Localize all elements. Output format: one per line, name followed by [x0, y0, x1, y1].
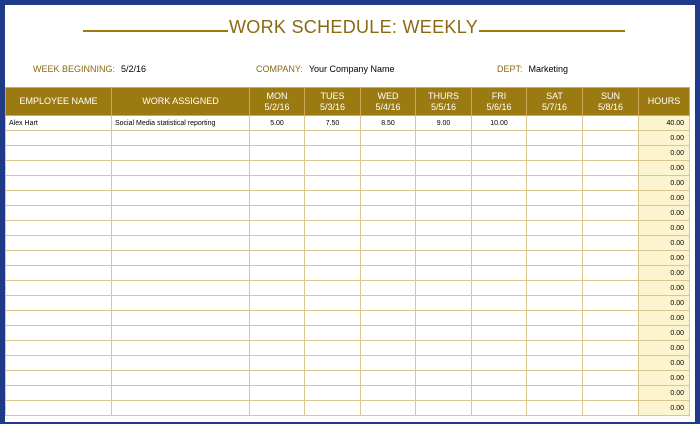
total-hours-cell[interactable]: 0.00 — [639, 176, 690, 191]
schedule-table — [5, 87, 690, 416]
day-hours-cell[interactable] — [583, 281, 639, 296]
employee-name-cell[interactable] — [6, 266, 112, 281]
day-hours-cell[interactable] — [361, 191, 416, 206]
day-hours-cell[interactable] — [527, 236, 583, 251]
table-row — [6, 371, 690, 386]
employee-name-cell[interactable] — [6, 356, 112, 371]
dept-field — [497, 64, 568, 74]
day-hours-cell[interactable] — [250, 251, 305, 266]
day-hours-cell[interactable] — [305, 206, 361, 221]
day-hours-cell[interactable] — [472, 146, 527, 161]
day-date: 5/8/16 — [597, 101, 624, 112]
day-hours-cell[interactable] — [250, 371, 305, 386]
day-hours-cell[interactable] — [250, 191, 305, 206]
total-hours-cell[interactable]: 0.00 — [639, 221, 690, 236]
day-hours-cell[interactable] — [250, 311, 305, 326]
employee-name-cell[interactable] — [6, 311, 112, 326]
day-hours-cell[interactable] — [250, 221, 305, 236]
day-hours-cell[interactable] — [472, 341, 527, 356]
day-hours-cell[interactable] — [472, 371, 527, 386]
total-hours-cell[interactable]: 0.00 — [639, 326, 690, 341]
day-hours-cell[interactable] — [472, 176, 527, 191]
day-hours-cell[interactable] — [472, 296, 527, 311]
work-assigned-cell[interactable] — [112, 311, 250, 326]
day-hours-cell[interactable] — [361, 311, 416, 326]
total-hours-cell[interactable]: 0.00 — [639, 131, 690, 146]
day-hours-cell[interactable] — [305, 161, 361, 176]
employee-name-cell[interactable] — [6, 401, 112, 416]
day-hours-cell[interactable] — [527, 176, 583, 191]
day-hours-cell[interactable] — [361, 401, 416, 416]
day-hours-cell[interactable] — [250, 146, 305, 161]
day-hours-cell[interactable] — [583, 116, 639, 131]
day-hours-cell[interactable] — [583, 341, 639, 356]
table-row — [6, 341, 690, 356]
work-assigned-cell[interactable] — [112, 371, 250, 386]
total-hours-cell[interactable]: 0.00 — [639, 386, 690, 401]
day-hours-cell[interactable] — [527, 296, 583, 311]
day-hours-cell[interactable] — [361, 266, 416, 281]
day-hours-cell[interactable] — [472, 326, 527, 341]
table-row — [6, 386, 690, 401]
total-hours-cell[interactable]: 0.00 — [639, 311, 690, 326]
title-rule-right — [479, 30, 625, 32]
day-hours-cell[interactable] — [527, 116, 583, 131]
day-hours-cell[interactable] — [527, 371, 583, 386]
total-hours-cell[interactable]: 0.00 — [639, 206, 690, 221]
day-hours-cell[interactable] — [305, 131, 361, 146]
employee-name-cell[interactable] — [6, 251, 112, 266]
day-hours-cell[interactable]: 9.00 — [416, 116, 472, 131]
work-assigned-header: WORK ASSIGNED — [112, 88, 250, 116]
day-hours-cell[interactable] — [305, 311, 361, 326]
day-hours-cell[interactable] — [250, 266, 305, 281]
day-hours-cell[interactable] — [416, 311, 472, 326]
day-hours-cell[interactable] — [527, 311, 583, 326]
day-hours-cell[interactable] — [583, 161, 639, 176]
day-hours-cell[interactable] — [250, 356, 305, 371]
employee-name-cell[interactable] — [6, 341, 112, 356]
day-hours-cell[interactable] — [472, 161, 527, 176]
company-field — [256, 64, 395, 74]
day-hours-cell[interactable] — [416, 176, 472, 191]
day-hours-cell[interactable] — [361, 206, 416, 221]
day-hours-cell[interactable]: 8.50 — [361, 116, 416, 131]
day-hours-cell[interactable] — [305, 266, 361, 281]
day-hours-cell[interactable] — [583, 221, 639, 236]
table-row — [6, 236, 690, 251]
day-hours-cell[interactable] — [583, 296, 639, 311]
week-beginning-value[interactable]: 5/2/16 — [121, 64, 147, 74]
day-hours-cell[interactable] — [472, 251, 527, 266]
day-hours-cell[interactable] — [416, 356, 472, 371]
day-hours-cell[interactable] — [416, 221, 472, 236]
employee-name-cell[interactable] — [6, 221, 112, 236]
day-hours-cell[interactable] — [527, 251, 583, 266]
day-hours-cell[interactable] — [416, 326, 472, 341]
day-hours-cell[interactable] — [416, 206, 472, 221]
day-hours-cell[interactable] — [416, 296, 472, 311]
day-hours-cell[interactable] — [527, 206, 583, 221]
work-assigned-cell[interactable] — [112, 401, 250, 416]
day-hours-cell[interactable] — [250, 386, 305, 401]
day-hours-cell[interactable] — [416, 341, 472, 356]
day-hours-cell[interactable] — [472, 281, 527, 296]
day-hours-cell[interactable] — [416, 401, 472, 416]
table-row — [6, 116, 690, 131]
day-hours-cell[interactable] — [305, 296, 361, 311]
day-hours-cell[interactable] — [472, 131, 527, 146]
day-hours-cell[interactable] — [361, 386, 416, 401]
header-row — [6, 88, 690, 116]
work-assigned-cell[interactable] — [112, 221, 250, 236]
employee-name-header: EMPLOYEE NAME — [6, 88, 112, 116]
table-row — [6, 176, 690, 191]
day-hours-cell[interactable] — [361, 356, 416, 371]
day-header-mon — [250, 88, 305, 116]
day-hours-cell[interactable] — [416, 236, 472, 251]
employee-name-cell[interactable] — [6, 371, 112, 386]
employee-name-cell[interactable] — [6, 326, 112, 341]
table-row — [6, 221, 690, 236]
title-rule-left — [83, 30, 228, 32]
dept-value[interactable]: Marketing — [528, 64, 569, 74]
day-hours-cell[interactable] — [527, 266, 583, 281]
day-hours-cell[interactable] — [527, 401, 583, 416]
employee-name-cell[interactable] — [6, 176, 112, 191]
total-hours-cell[interactable]: 0.00 — [639, 191, 690, 206]
day-hours-cell[interactable] — [361, 146, 416, 161]
table-row — [6, 206, 690, 221]
day-hours-cell[interactable] — [472, 221, 527, 236]
day-hours-cell[interactable] — [583, 176, 639, 191]
day-hours-cell[interactable] — [305, 401, 361, 416]
table-row — [6, 311, 690, 326]
total-hours-cell[interactable]: 0.00 — [639, 281, 690, 296]
employee-name-cell[interactable] — [6, 191, 112, 206]
total-hours-cell[interactable]: 40.00 — [639, 116, 690, 131]
day-hours-cell[interactable] — [305, 326, 361, 341]
total-hours-cell[interactable]: 0.00 — [639, 146, 690, 161]
work-assigned-cell[interactable] — [112, 326, 250, 341]
day-hours-cell[interactable] — [416, 251, 472, 266]
table-row — [6, 251, 690, 266]
work-assigned-cell[interactable] — [112, 206, 250, 221]
company-value[interactable]: Your Company Name — [308, 64, 395, 74]
day-hours-cell[interactable] — [250, 236, 305, 251]
day-date: 5/5/16 — [430, 101, 457, 112]
employee-name-cell[interactable] — [6, 281, 112, 296]
employee-name-cell[interactable]: Alex Hart — [6, 116, 112, 131]
day-hours-cell[interactable] — [305, 221, 361, 236]
day-hours-cell[interactable] — [361, 236, 416, 251]
day-hours-cell[interactable] — [416, 386, 472, 401]
day-hours-cell[interactable] — [250, 341, 305, 356]
day-hours-cell[interactable] — [305, 176, 361, 191]
table-row — [6, 281, 690, 296]
day-hours-cell[interactable] — [305, 281, 361, 296]
day-hours-cell[interactable] — [250, 296, 305, 311]
day-hours-cell[interactable] — [583, 131, 639, 146]
total-hours-cell[interactable]: 0.00 — [639, 251, 690, 266]
day-hours-cell[interactable] — [527, 146, 583, 161]
title-row — [5, 15, 695, 43]
table-row — [6, 356, 690, 371]
employee-name-cell[interactable] — [6, 146, 112, 161]
day-hours-cell[interactable] — [583, 236, 639, 251]
table-row — [6, 296, 690, 311]
day-header-tues — [305, 88, 361, 116]
day-hours-cell[interactable] — [361, 176, 416, 191]
day-hours-cell[interactable] — [472, 191, 527, 206]
day-name: WED — [377, 90, 399, 101]
day-hours-cell[interactable] — [527, 326, 583, 341]
table-row — [6, 326, 690, 341]
day-hours-cell[interactable] — [361, 371, 416, 386]
day-name: FRI — [491, 90, 507, 101]
employee-name-cell[interactable] — [6, 236, 112, 251]
day-hours-cell[interactable] — [527, 191, 583, 206]
table-row — [6, 191, 690, 206]
day-hours-cell[interactable] — [472, 236, 527, 251]
day-hours-cell[interactable] — [527, 386, 583, 401]
work-assigned-cell[interactable] — [112, 191, 250, 206]
day-hours-cell[interactable] — [250, 206, 305, 221]
day-hours-cell[interactable] — [305, 236, 361, 251]
day-hours-cell[interactable] — [472, 356, 527, 371]
total-hours-cell[interactable]: 0.00 — [639, 296, 690, 311]
day-hours-cell[interactable] — [527, 356, 583, 371]
day-date: 5/3/16 — [319, 101, 346, 112]
day-hours-cell[interactable] — [250, 401, 305, 416]
day-hours-cell[interactable] — [472, 311, 527, 326]
work-assigned-cell[interactable] — [112, 296, 250, 311]
day-hours-cell[interactable] — [416, 161, 472, 176]
employee-name-cell[interactable] — [6, 296, 112, 311]
work-assigned-cell[interactable] — [112, 356, 250, 371]
day-hours-cell[interactable] — [472, 386, 527, 401]
day-hours-cell[interactable] — [583, 311, 639, 326]
work-assigned-cell[interactable] — [112, 161, 250, 176]
employee-name-cell[interactable] — [6, 161, 112, 176]
day-hours-cell[interactable] — [250, 281, 305, 296]
day-hours-cell[interactable] — [250, 326, 305, 341]
day-hours-cell[interactable] — [305, 371, 361, 386]
day-hours-cell[interactable] — [583, 326, 639, 341]
day-hours-cell[interactable] — [416, 146, 472, 161]
work-assigned-cell[interactable] — [112, 131, 250, 146]
day-hours-cell[interactable] — [361, 221, 416, 236]
total-hours-cell[interactable]: 0.00 — [639, 371, 690, 386]
work-assigned-cell[interactable] — [112, 251, 250, 266]
day-hours-cell[interactable] — [583, 371, 639, 386]
total-hours-cell[interactable]: 0.00 — [639, 161, 690, 176]
day-hours-cell[interactable] — [305, 386, 361, 401]
day-header-wed — [361, 88, 416, 116]
table-row — [6, 146, 690, 161]
work-assigned-cell[interactable]: Social Media statistical reporting — [112, 116, 250, 131]
day-hours-cell[interactable] — [361, 131, 416, 146]
day-hours-cell[interactable] — [472, 401, 527, 416]
work-assigned-cell[interactable] — [112, 146, 250, 161]
day-hours-cell[interactable] — [305, 251, 361, 266]
day-hours-cell[interactable] — [416, 281, 472, 296]
day-hours-cell[interactable] — [472, 206, 527, 221]
work-assigned-cell[interactable] — [112, 266, 250, 281]
table-row — [6, 161, 690, 176]
day-hours-cell[interactable] — [583, 191, 639, 206]
company-label: COMPANY: — [256, 64, 303, 74]
week-beginning-label: WEEK BEGINNING: — [33, 64, 116, 74]
day-hours-cell[interactable] — [527, 131, 583, 146]
day-name: SAT — [546, 90, 563, 101]
day-hours-cell[interactable]: 5.00 — [250, 116, 305, 131]
day-name: SUN — [600, 90, 620, 101]
day-hours-cell[interactable] — [583, 146, 639, 161]
work-assigned-cell[interactable] — [112, 236, 250, 251]
day-hours-cell[interactable] — [583, 206, 639, 221]
day-hours-cell[interactable] — [527, 281, 583, 296]
work-assigned-cell[interactable] — [112, 341, 250, 356]
total-hours-cell[interactable]: 0.00 — [639, 236, 690, 251]
employee-name-cell[interactable] — [6, 131, 112, 146]
total-hours-cell[interactable]: 0.00 — [639, 401, 690, 416]
day-hours-cell[interactable] — [416, 266, 472, 281]
day-date: 5/6/16 — [486, 101, 512, 112]
day-date: 5/7/16 — [541, 101, 568, 112]
employee-name-cell[interactable] — [6, 206, 112, 221]
table-row — [6, 131, 690, 146]
table-row — [6, 266, 690, 281]
day-hours-cell[interactable] — [305, 341, 361, 356]
day-hours-cell[interactable] — [361, 251, 416, 266]
day-hours-cell[interactable] — [305, 356, 361, 371]
day-hours-cell[interactable] — [250, 176, 305, 191]
day-hours-cell[interactable] — [527, 221, 583, 236]
day-hours-cell[interactable] — [416, 191, 472, 206]
total-hours-cell[interactable]: 0.00 — [639, 266, 690, 281]
day-hours-cell[interactable] — [416, 371, 472, 386]
page-title: WORK SCHEDULE: WEEKLY — [228, 17, 478, 37]
day-hours-cell[interactable] — [361, 281, 416, 296]
day-name: MON — [266, 90, 288, 101]
day-hours-cell[interactable] — [583, 266, 639, 281]
hours-header: HOURS — [639, 88, 690, 116]
dept-label: DEPT: — [497, 64, 523, 74]
day-hours-cell[interactable] — [250, 161, 305, 176]
day-name: TUES — [320, 90, 345, 101]
day-name: THURS — [428, 90, 459, 101]
day-header-sun — [583, 88, 639, 116]
day-hours-cell[interactable] — [583, 251, 639, 266]
day-date: 5/2/16 — [264, 101, 290, 112]
day-hours-cell[interactable] — [361, 296, 416, 311]
day-hours-cell[interactable] — [527, 341, 583, 356]
day-date: 5/4/16 — [375, 101, 401, 112]
day-hours-cell[interactable] — [361, 161, 416, 176]
day-hours-cell[interactable] — [250, 131, 305, 146]
total-hours-cell[interactable]: 0.00 — [639, 356, 690, 371]
day-hours-cell[interactable] — [472, 266, 527, 281]
schedule-rows — [6, 116, 690, 416]
table-row — [6, 401, 690, 416]
day-hours-cell[interactable] — [305, 146, 361, 161]
day-hours-cell[interactable] — [583, 386, 639, 401]
day-hours-cell[interactable]: 10.00 — [472, 116, 527, 131]
work-assigned-cell[interactable] — [112, 386, 250, 401]
day-hours-cell[interactable] — [583, 401, 639, 416]
day-hours-cell[interactable]: 7.50 — [305, 116, 361, 131]
schedule-sheet — [5, 5, 695, 422]
total-hours-cell[interactable]: 0.00 — [639, 341, 690, 356]
work-assigned-cell[interactable] — [112, 176, 250, 191]
day-hours-cell[interactable] — [361, 326, 416, 341]
day-hours-cell[interactable] — [361, 341, 416, 356]
day-header-thurs — [416, 88, 472, 116]
day-header-sat — [527, 88, 583, 116]
employee-name-cell[interactable] — [6, 386, 112, 401]
week-beginning-field — [33, 64, 146, 74]
work-assigned-cell[interactable] — [112, 281, 250, 296]
day-hours-cell[interactable] — [527, 161, 583, 176]
day-hours-cell[interactable] — [583, 356, 639, 371]
day-hours-cell[interactable] — [305, 191, 361, 206]
day-hours-cell[interactable] — [416, 131, 472, 146]
day-header-fri — [472, 88, 527, 116]
